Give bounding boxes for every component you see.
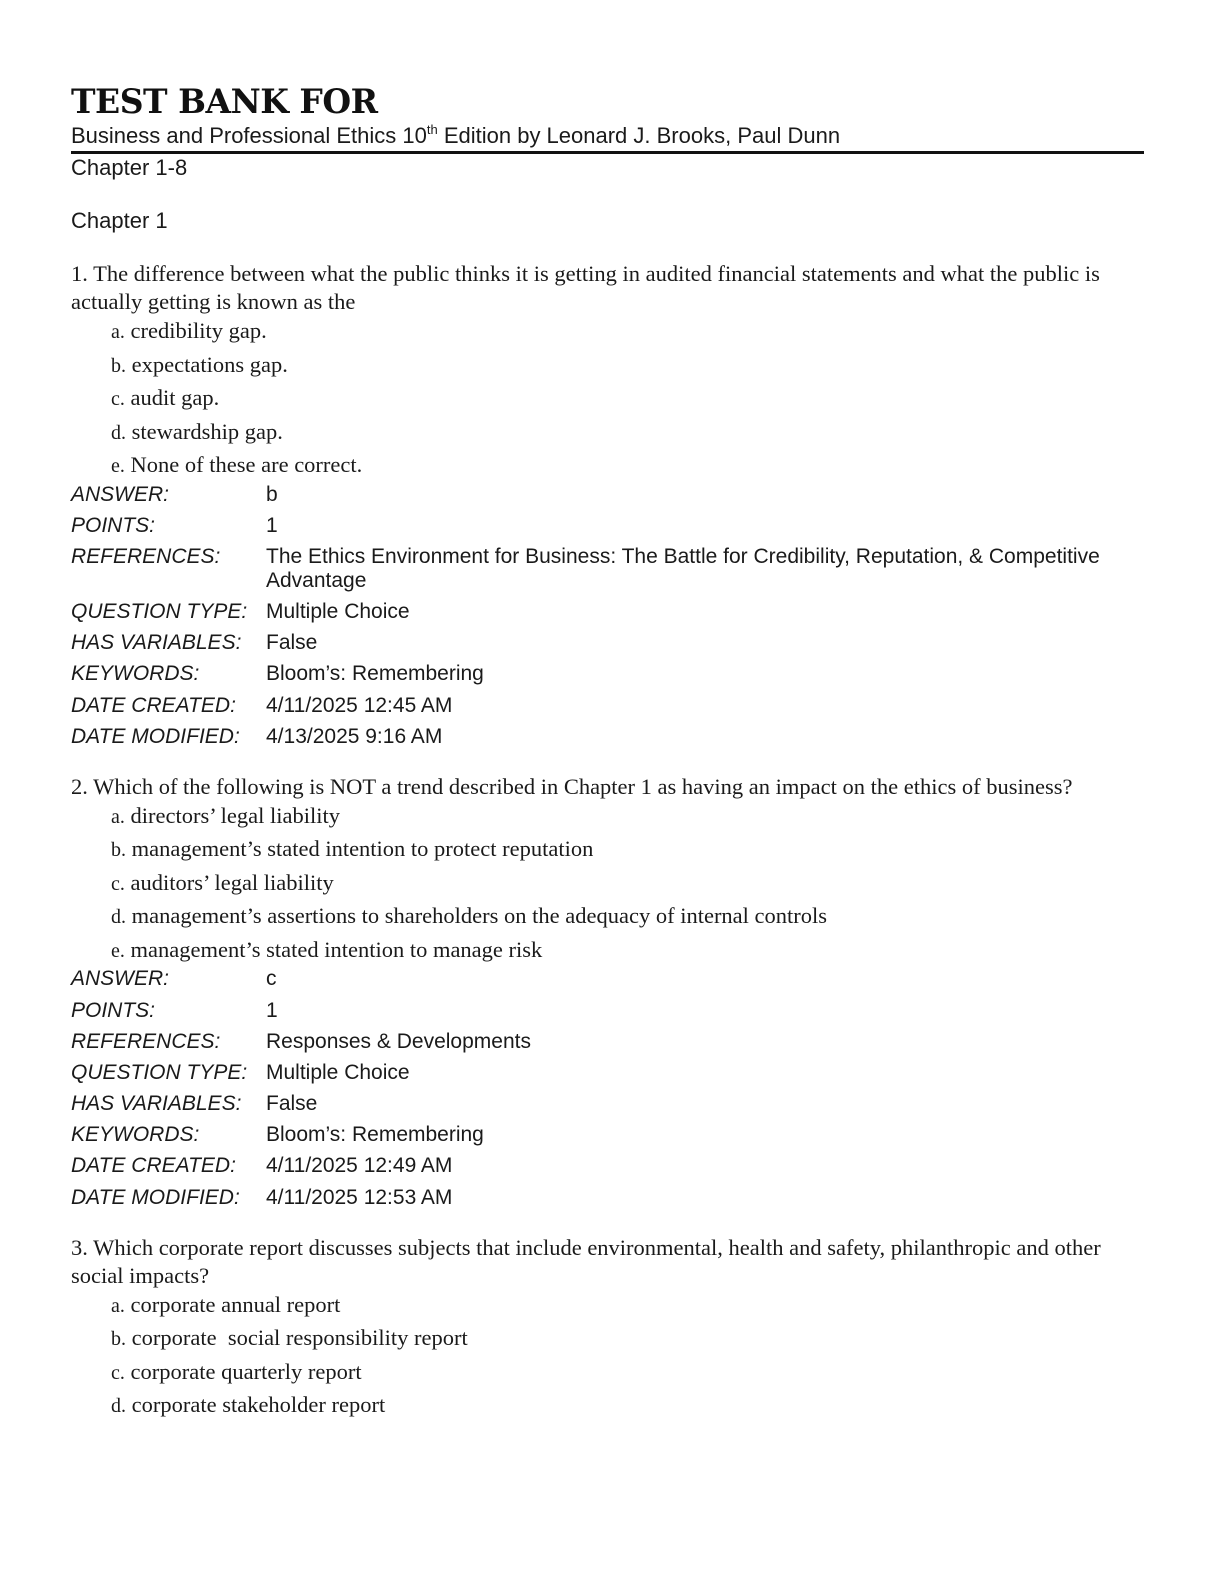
meta-label: KEYWORDS: xyxy=(71,1123,200,1147)
meta-label: DATE CREATED: xyxy=(71,1154,236,1178)
option-d xyxy=(111,418,1144,452)
meta-label: REFERENCES: xyxy=(71,1029,221,1053)
option-letter: a. xyxy=(111,1294,125,1317)
option-a xyxy=(111,317,1144,351)
option-letter: c. xyxy=(111,872,125,895)
meta-label: KEYWORDS: xyxy=(71,662,200,686)
question-text: 3. Which corporate report discusses subjects that include environmental, health and safety, philanthropic and other social impacts? xyxy=(71,1234,1101,1288)
meta-has-variables xyxy=(71,631,1144,655)
meta-label: REFERENCES: xyxy=(71,544,221,568)
meta-value: 1 xyxy=(266,998,278,1022)
option-c xyxy=(111,869,1144,903)
question-text: 2. Which of the following is NOT a trend described in Chapter 1 as having an impact on the ethics of business? xyxy=(71,773,1073,799)
meta-date-created xyxy=(71,694,1144,718)
option-text: audit gap. xyxy=(130,385,220,410)
meta-keywords xyxy=(71,662,1144,686)
meta-value: 4/11/2025 12:45 AM xyxy=(266,693,453,717)
meta-value: 4/13/2025 9:16 AM xyxy=(266,724,443,748)
option-text: management’s stated intention to manage risk xyxy=(130,936,543,962)
meta-date-created xyxy=(71,1154,1144,1178)
option-letter: d. xyxy=(111,1395,126,1418)
meta-label: POINTS: xyxy=(71,998,156,1022)
meta-points xyxy=(71,999,1144,1023)
meta-answer xyxy=(71,483,1144,507)
subtitle-text-rest: Edition by Leonard J. Brooks, Paul Dunn xyxy=(437,123,841,148)
chapter-heading: Chapter 1 xyxy=(71,208,168,233)
meta-date-modified xyxy=(71,725,1144,749)
meta-keywords xyxy=(71,1123,1144,1147)
meta-value: Bloom’s: Remembering xyxy=(266,1123,484,1147)
meta-value: False xyxy=(266,1092,318,1116)
meta-value: 4/11/2025 12:49 AM xyxy=(266,1154,453,1178)
option-text: directors’ legal liability xyxy=(130,802,341,828)
subtitle-text: Business and Professional Ethics 10 xyxy=(71,123,427,148)
option-letter: b. xyxy=(111,839,126,862)
meta-label: DATE CREATED: xyxy=(71,693,236,717)
question-1 xyxy=(71,260,1144,749)
option-letter: a. xyxy=(111,321,125,343)
option-letter: e. xyxy=(111,455,125,477)
option-c xyxy=(111,384,1144,418)
option-letter: c. xyxy=(111,388,125,410)
option-b xyxy=(111,835,1144,869)
meta-references xyxy=(71,1030,1144,1054)
option-letter: d. xyxy=(111,906,126,929)
meta-date-modified xyxy=(71,1186,1144,1210)
option-text: stewardship gap. xyxy=(131,418,283,444)
meta-value: False xyxy=(266,631,318,655)
question-2 xyxy=(71,773,1144,1210)
question-3 xyxy=(71,1234,1144,1425)
option-text: corporate stakeholder report xyxy=(131,1392,386,1418)
header-divider xyxy=(71,151,1144,154)
meta-label: QUESTION TYPE: xyxy=(71,600,248,624)
meta-value: The Ethics Environment for Business: The Battle for Credibility, Reputation, & Competitive Advantage xyxy=(266,544,1100,592)
option-letter: b. xyxy=(111,354,126,377)
meta-points xyxy=(71,514,1144,538)
meta-value: Responses & Developments xyxy=(266,1029,531,1053)
option-d xyxy=(111,1391,1144,1425)
chapter-range: Chapter 1-8 xyxy=(71,155,188,180)
meta-label: HAS VARIABLES: xyxy=(71,631,242,655)
meta-label: DATE MODIFIED: xyxy=(71,724,240,748)
document-title: TEST BANK FOR xyxy=(71,82,378,122)
question-metadata xyxy=(71,483,1144,749)
meta-references xyxy=(71,545,1144,593)
option-c xyxy=(111,1358,1144,1392)
question-metadata xyxy=(71,967,1144,1209)
meta-value: Bloom’s: Remembering xyxy=(266,662,484,686)
meta-question-type xyxy=(71,1061,1144,1085)
option-letter: e. xyxy=(111,939,125,962)
option-e xyxy=(111,936,1144,970)
meta-value: 1 xyxy=(266,513,278,537)
option-d xyxy=(111,902,1144,936)
option-letter: c. xyxy=(111,1361,125,1384)
answer-options xyxy=(111,317,1144,485)
meta-value: Multiple Choice xyxy=(266,600,410,624)
option-text: management’s stated intention to protect reputation xyxy=(131,836,594,862)
option-b xyxy=(111,351,1144,385)
option-text: corporate annual report xyxy=(130,1291,341,1317)
meta-value: Multiple Choice xyxy=(266,1060,410,1084)
question-text: 1. The difference between what the public thinks it is getting in audited financial statements and what the public is actually getting is known as the xyxy=(71,261,1100,314)
option-b xyxy=(111,1324,1144,1358)
option-a xyxy=(111,1291,1144,1325)
meta-label: DATE MODIFIED: xyxy=(71,1185,240,1209)
answer-options xyxy=(111,802,1144,970)
option-a xyxy=(111,802,1144,836)
option-letter: a. xyxy=(111,805,125,828)
meta-value: 4/11/2025 12:53 AM xyxy=(266,1185,453,1209)
meta-label: QUESTION TYPE: xyxy=(71,1060,248,1084)
meta-label: POINTS: xyxy=(71,513,156,537)
option-text: credibility gap. xyxy=(130,318,267,343)
subtitle-superscript: th xyxy=(426,122,438,137)
option-text: None of these are correct. xyxy=(130,452,363,477)
option-letter: b. xyxy=(111,1328,126,1351)
document-subtitle xyxy=(71,123,1144,149)
option-text: expectations gap. xyxy=(131,351,288,377)
meta-label: HAS VARIABLES: xyxy=(71,1092,242,1116)
option-e xyxy=(111,451,1144,485)
meta-value: b xyxy=(266,482,278,506)
meta-question-type xyxy=(71,600,1144,624)
answer-options xyxy=(111,1291,1144,1425)
meta-value: c xyxy=(266,967,277,991)
option-letter: d. xyxy=(111,421,126,444)
meta-has-variables xyxy=(71,1092,1144,1116)
option-text: auditors’ legal liability xyxy=(130,869,334,895)
meta-label: ANSWER: xyxy=(71,967,170,991)
option-text: management’s assertions to shareholders on the adequacy of internal controls xyxy=(131,903,828,929)
option-text: corporate quarterly report xyxy=(130,1358,362,1384)
option-text: corporate social responsibility report xyxy=(131,1325,468,1351)
meta-label: ANSWER: xyxy=(71,482,170,506)
document-page xyxy=(71,82,1144,1425)
meta-answer xyxy=(71,967,1144,991)
